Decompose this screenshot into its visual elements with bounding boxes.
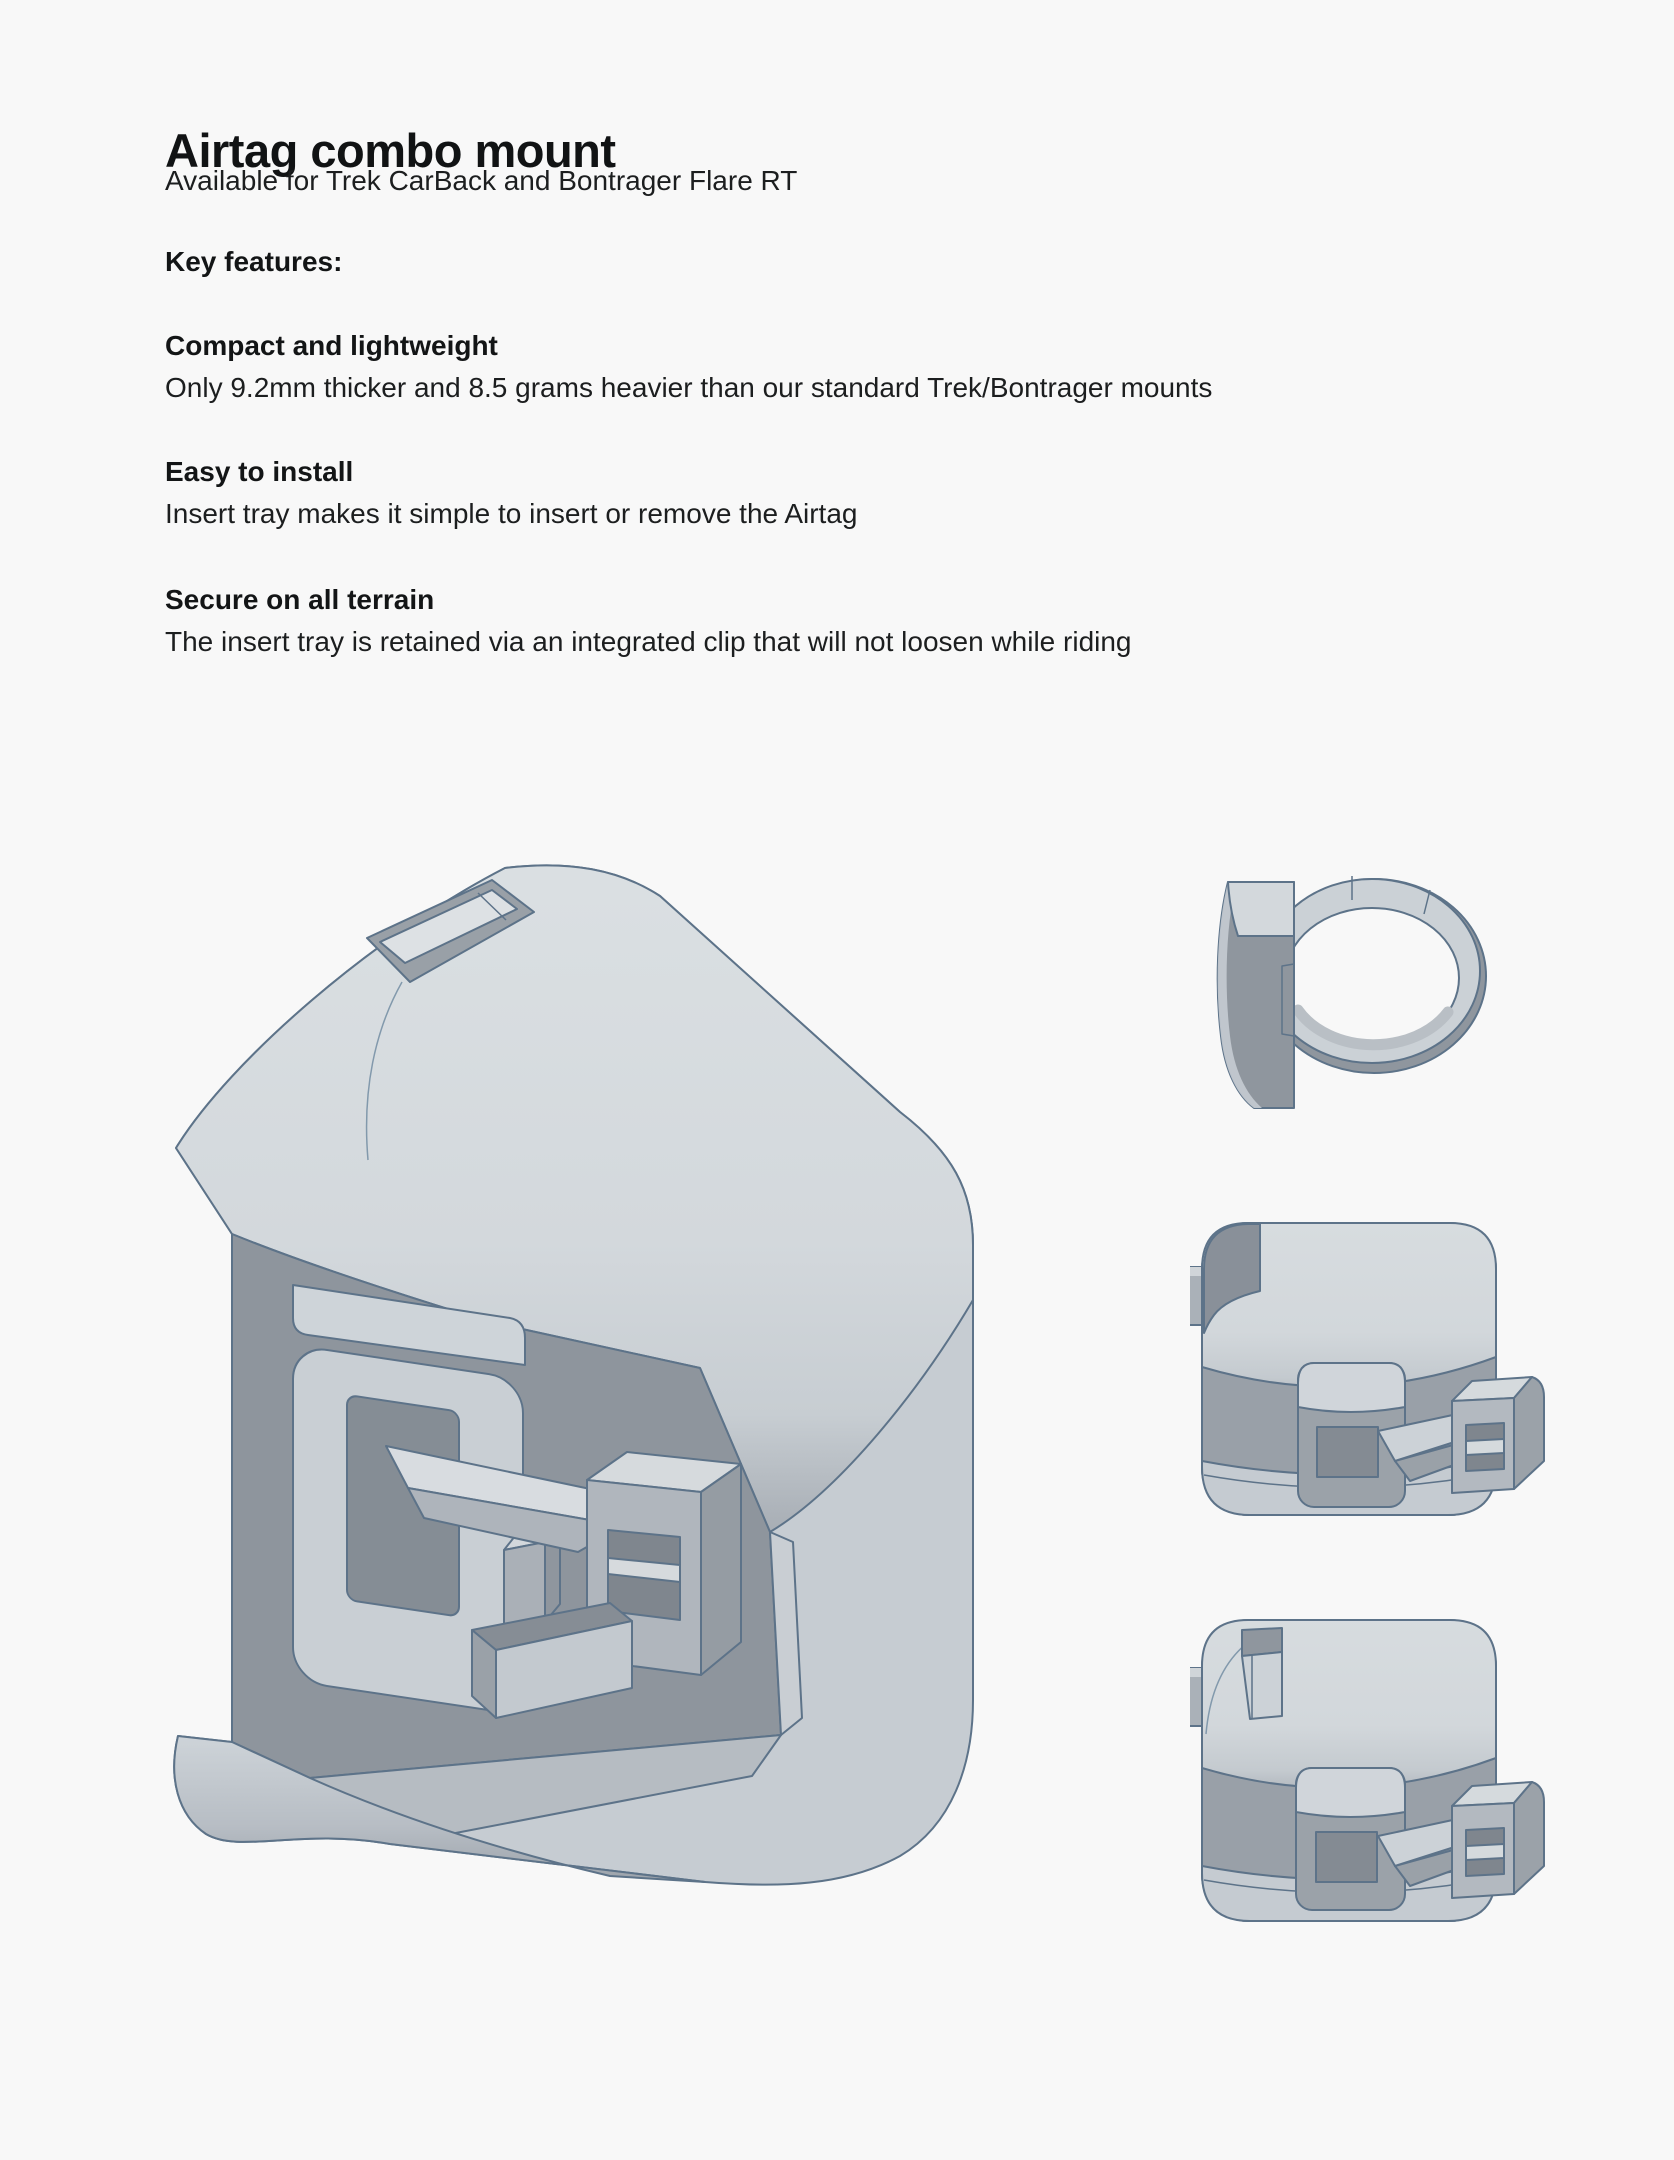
page-subtitle: Available for Trek CarBack and Bontrager Flare RT [165, 165, 798, 196]
tray-slot [1242, 1628, 1282, 1719]
mount-front-tray-svg [1190, 1608, 1550, 1928]
clip-receiver [1452, 1377, 1544, 1493]
key-features-label: Key features: [165, 246, 343, 277]
feature-body-compact: Only 9.2mm thicker and 8.5 grams heavier than our standard Trek/Bontrager mounts [165, 372, 1213, 403]
feature-heading-install: Easy to install [165, 456, 354, 487]
side-tab [1190, 1668, 1202, 1726]
feature-body-secure: The insert tray is retained via an integrated clip that will not loosen while riding [165, 626, 1132, 657]
feature-body-install: Insert tray makes it simple to insert or remove the Airtag [165, 498, 858, 529]
feature-heading-compact: Compact and lightweight [165, 330, 498, 361]
render-main-isometric-view [140, 830, 990, 1890]
render-mount-front-view [1190, 1215, 1550, 1525]
side-tab [1190, 1267, 1202, 1325]
render-mount-front-view-tray [1190, 1608, 1550, 1928]
mount-front-svg [1190, 1215, 1550, 1525]
clamp-ring [1262, 876, 1486, 1073]
mount-isometric-svg [140, 830, 990, 1890]
feature-heading-secure: Secure on all terrain [165, 584, 435, 615]
clip-receiver [1452, 1782, 1544, 1898]
render-clamp-ring-side-view [1202, 868, 1492, 1130]
page-title: Airtag combo mount [165, 124, 616, 178]
clamp-slab [1218, 882, 1294, 1108]
clamp-ring-svg [1202, 868, 1492, 1130]
